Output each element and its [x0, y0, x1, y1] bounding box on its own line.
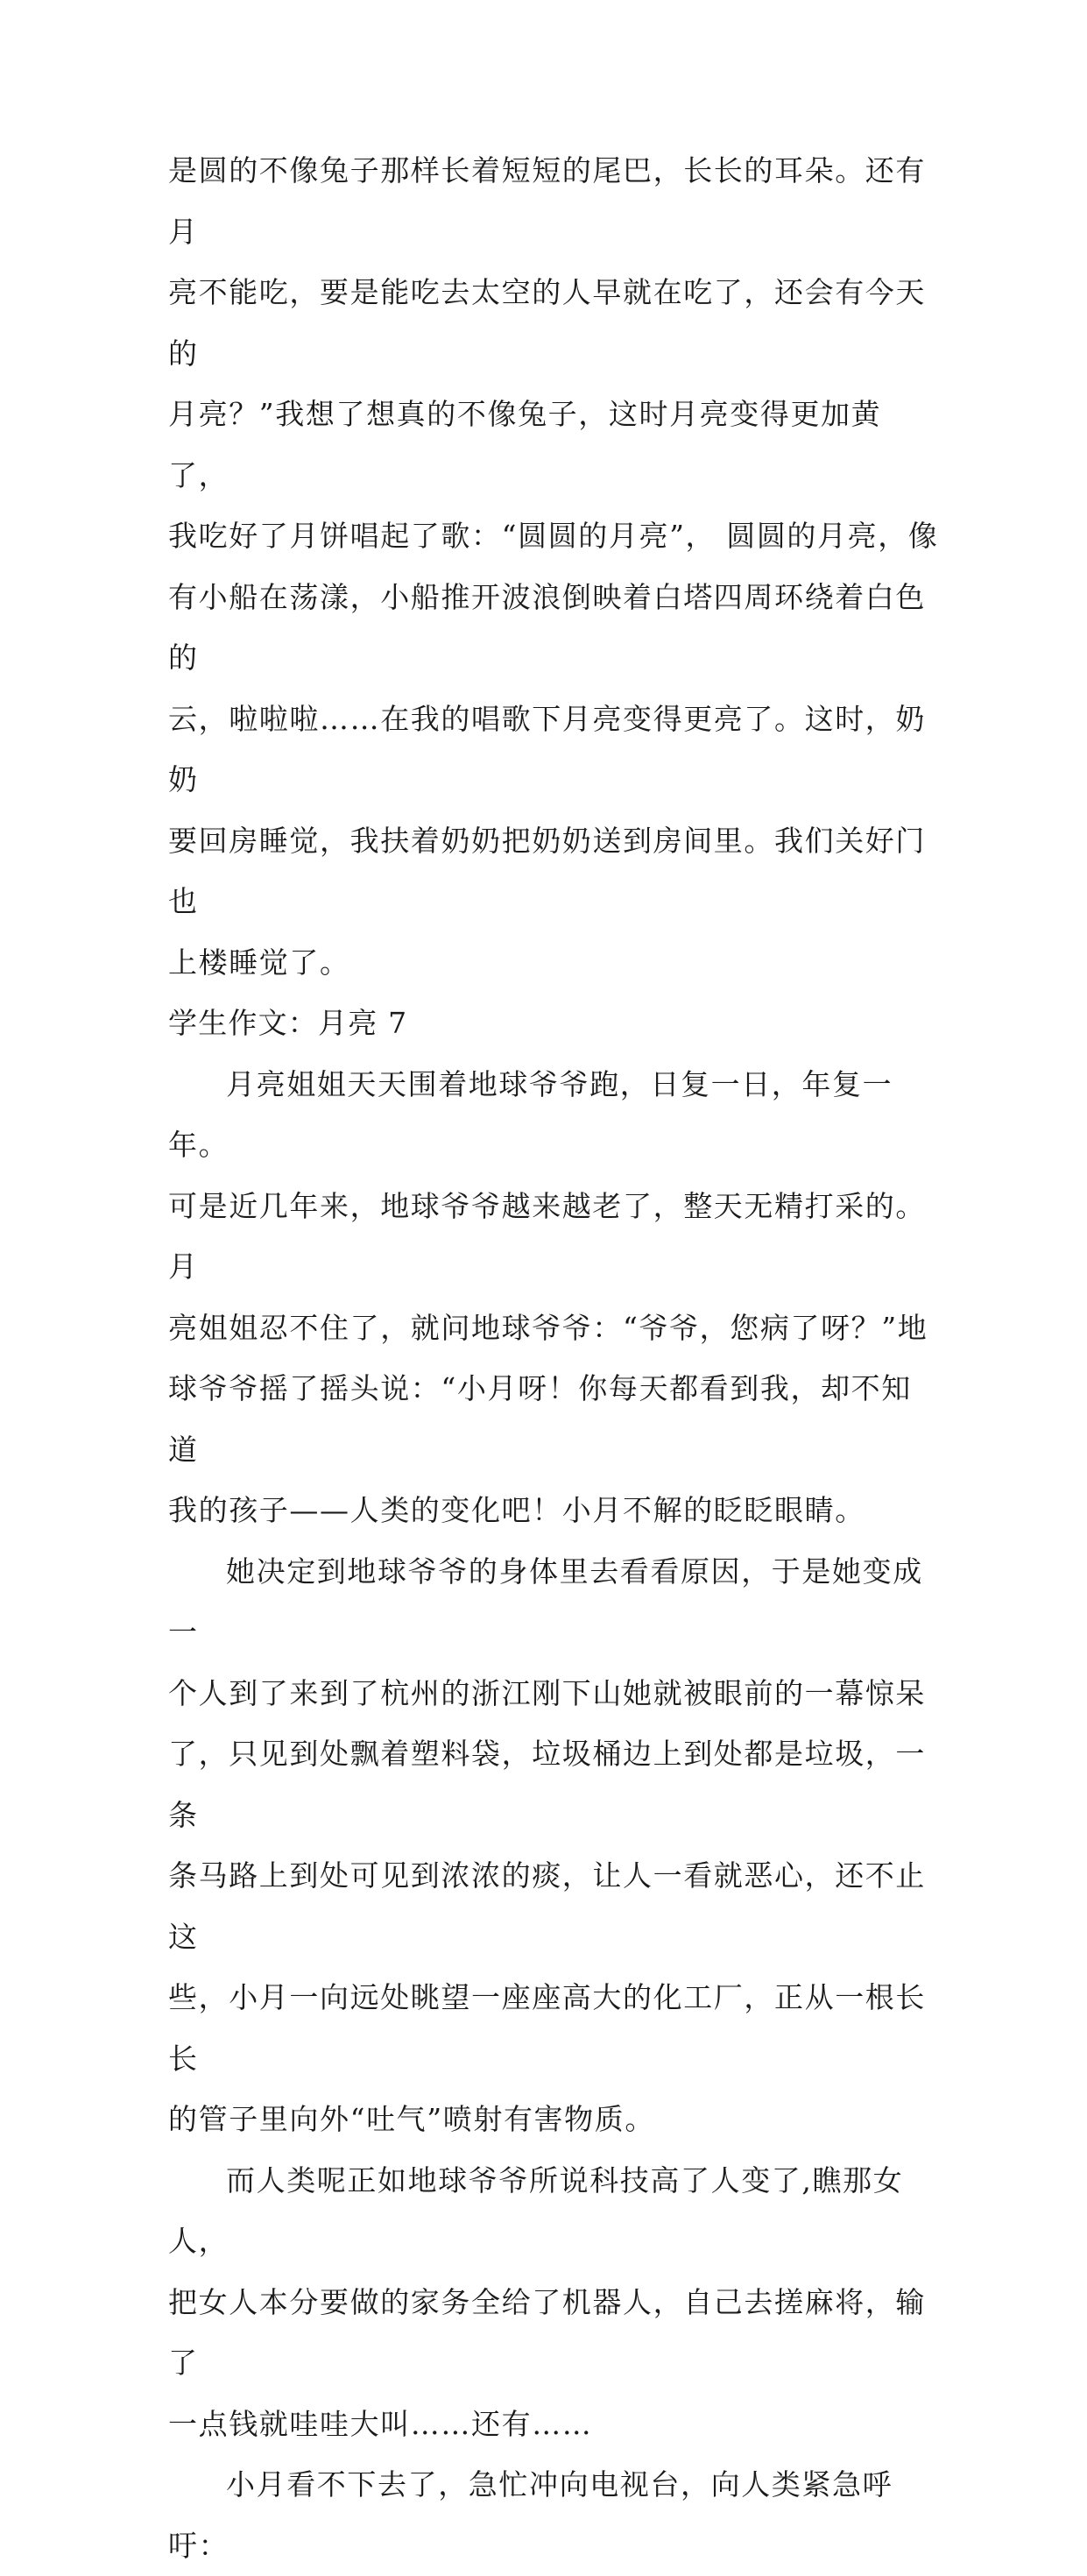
essay-heading: 学生作文：月亮 7	[168, 1006, 408, 1040]
paragraph-2: 她决定到地球爷爷的身体里去看看原因，于是她变成一 个人到了来到了杭州的浙江刚下山她就被眼前的一幕惊呆 了，只见到处飘着塑料袋，垃圾桶边上到处都是垃圾，一条 条马路上到处可见到浓浓的痰，让人一看就恶心，还不止这 些，小月一向远处眺望一座座高大的化工厂，正从一根长长 的管子里向外“吐气”喷射有害物质。	[168, 1553, 926, 2136]
paragraph-1: 月亮姐姐天天围着地球爷爷跑，日复一日，年复一年。 可是近几年来，地球爷爷越来越老了，整天无精打采的。月 亮姐姐忍不住了，就问地球爷爷：“爷爷，您病了呀？”地 球爷爷摇了摇头说：“小月呀！你每天都看到我，却不知道 我的孩子——人类的变化吧！小月不解的眨眨眼睛。	[168, 1066, 928, 1527]
continuation-paragraph: 是圆的不像兔子那样长着短短的尾巴，长长的耳朵。还有月 亮不能吃，要是能吃去太空的人早就在吃了，还会有今天的 月亮？”我想了想真的不像兔子，这时月亮变得更加黄了， 我吃好了月饼唱起了歌：“圆圆的月亮”， 圆圆的月亮，像 有小船在荡漾，小船推开波浪倒映着白塔四周环绕着白色的 云，啦啦啦……在我的唱歌下月亮变得更亮了。这时，奶奶 要回房睡觉，我扶着奶奶把奶奶送到房间里。我们关好门也 上楼睡觉了。	[168, 153, 939, 980]
paragraph-3: 而人类呢正如地球爷爷所说科技高了人变了,瞧那女人， 把女人本分要做的家务全给了机器人，自己去搓麻将，输了 一点钱就哇哇大叫……还有……	[168, 2162, 926, 2441]
paragraph-4: 小月看不下去了，急忙冲向电视台，向人类紧急呼吁：	[168, 2467, 893, 2563]
document-body	[168, 140, 939, 2576]
